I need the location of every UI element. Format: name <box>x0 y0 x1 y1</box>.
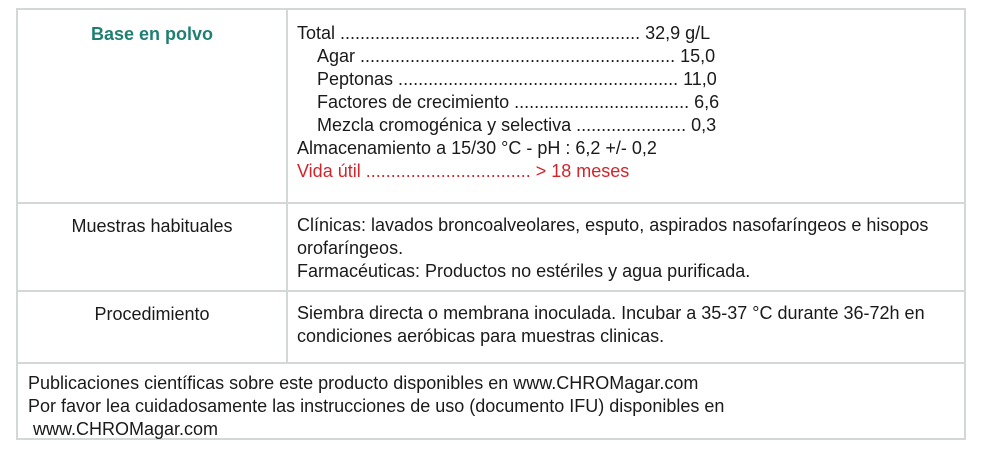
composition-peptonas: Peptonas ........................................................ 11,0 <box>317 69 717 89</box>
samples-clinical: Clínicas: lavados broncoalveolares, esputo, aspirados nasofaríngeos e hisopos orofaríngeos. <box>297 215 929 258</box>
product-spec-table <box>16 8 966 440</box>
row-muestras-habituales <box>18 204 964 292</box>
row-label-muestras: Muestras habituales <box>71 216 233 236</box>
row-label-base-en-polvo: Base en polvo <box>90 24 214 44</box>
shelf-life: Vida útil ................................. > 18 meses <box>297 161 630 181</box>
procedure-paragraph: Siembra directa o membrana inoculada. Incubar a 35-37 °C durante 36-72h en condiciones aeróbicas para muestras clinicas. <box>297 303 925 346</box>
composition-mezcla: Mezcla cromogénica y selectiva ...................... 0,3 <box>317 115 717 135</box>
footer-notes <box>28 372 956 441</box>
storage-info: Almacenamiento a 15/30 °C - pH : 6,2 +/- 0,2 <box>297 138 657 158</box>
samples-pharma: Farmacéuticas: Productos no estériles y agua purificada. <box>297 261 751 281</box>
row-base-en-polvo <box>18 10 964 204</box>
row-label-procedimiento: Procedimiento <box>94 304 210 324</box>
procedure-text <box>297 302 956 348</box>
row-procedimiento <box>18 292 964 364</box>
samples-text <box>297 214 956 283</box>
composition-factores: Factores de crecimiento ................................... 6,6 <box>317 92 720 112</box>
composition-total: Total ............................................................ 32,9 g/L <box>297 23 711 43</box>
footer-website-link[interactable]: www.CHROMagar.com <box>28 419 219 439</box>
footer-ifu-notice: Por favor lea cuidadosamente las instrucciones de uso (documento IFU) disponibles en <box>28 396 725 416</box>
composition-agar: Agar ............................................................... 15,0 <box>317 46 716 66</box>
composition-list <box>297 22 956 183</box>
footer-row <box>18 364 964 440</box>
footer-publications: Publicaciones científicas sobre este producto disponibles en www.CHROMagar.com <box>28 373 699 393</box>
